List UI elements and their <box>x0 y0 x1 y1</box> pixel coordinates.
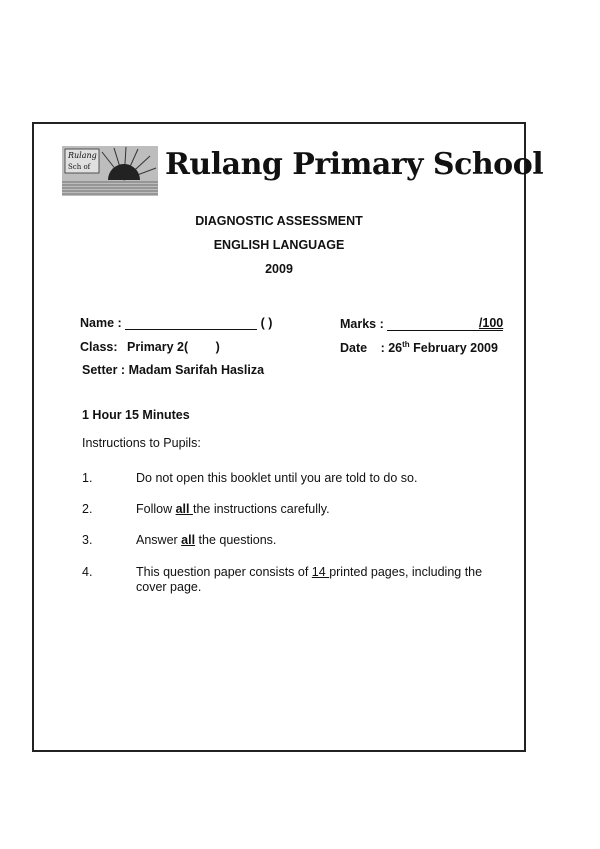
index-bracket: ( ) <box>260 316 273 330</box>
name-blank[interactable] <box>125 329 257 330</box>
marks-label: Marks : <box>340 317 384 331</box>
subject-title: ENGLISH LANGUAGE <box>213 238 345 252</box>
marks-field <box>340 316 503 331</box>
assessment-title: DIAGNOSTIC ASSESSMENT <box>195 214 363 228</box>
instruction-item: Answer all the questions. <box>136 533 277 547</box>
date-value: : 26th February 2009 <box>380 340 498 356</box>
marks-total: /100 <box>478 316 504 330</box>
date-field <box>340 340 498 355</box>
class-bracket-close: ) <box>215 340 220 354</box>
svg-text:Rulang: Rulang <box>68 151 97 160</box>
instruction-number: 2. <box>82 502 93 516</box>
setter-field <box>82 363 264 377</box>
class-label: Class: <box>80 340 118 354</box>
duration: 1 Hour 15 Minutes <box>82 408 190 422</box>
marks-blank[interactable] <box>387 316 503 331</box>
year: 2009 <box>265 262 293 276</box>
setter-value: Madam Sarifah Hasliza <box>128 363 265 377</box>
instruction-item: Follow all the instructions carefully. <box>136 502 330 516</box>
setter-label: Setter : <box>82 363 126 377</box>
class-field <box>80 340 220 354</box>
instruction-number: 1. <box>82 471 93 485</box>
instruction-number: 4. <box>82 565 93 579</box>
instructions-heading: Instructions to Pupils: <box>82 436 201 450</box>
name-field <box>80 316 272 330</box>
school-name: Rulang Primary School <box>165 147 544 182</box>
svg-text:Sch of: Sch of <box>68 163 91 171</box>
school-logo-icon <box>62 146 158 196</box>
class-value: Primary 2( <box>127 340 189 354</box>
name-label: Name : <box>80 316 122 330</box>
instruction-item: This question paper consists of 14 printed pages, including the cover page. <box>136 565 483 594</box>
instruction-number: 3. <box>82 533 93 547</box>
date-label: Date <box>340 341 368 356</box>
instruction-item: Do not open this booklet until you are told to do so. <box>136 471 418 485</box>
